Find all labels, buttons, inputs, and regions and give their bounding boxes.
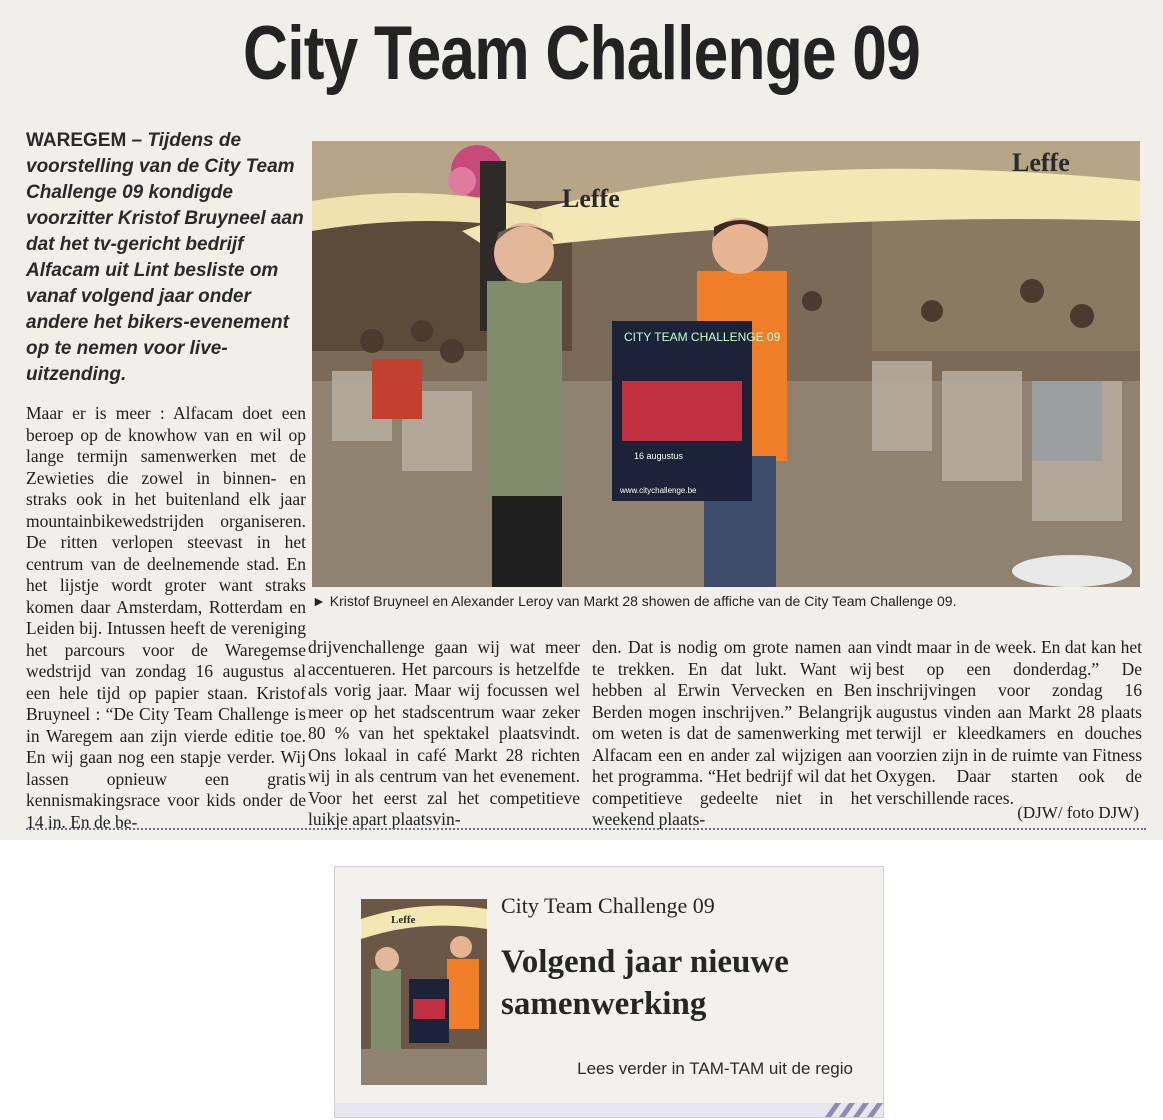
body-column-3: den. Dat is nodig om grote namen aan te trekken. En dat lukt. Want wij hebben al Erwin Vervecken en Ben Berden mogen inschrijven.” Belangrijk om weten is dat de samenwerking met Alfacam een en ander zal wijzigen aan het programma. “Het bedrijf wil dat het competitieve gedeelte niet in het weekend plaats- [592, 637, 872, 829]
leffe-sign-2: Leffe [1012, 148, 1070, 177]
poster-title: CITY TEAM CHALLENGE 09 [624, 330, 781, 344]
teaser-title: Volgend jaar nieuwe samenwerking [501, 944, 789, 1022]
dateline: WAREGEM – [26, 130, 143, 151]
article-photo [312, 141, 1140, 587]
photo-caption: ► Kristof Bruyneel en Alexander Leroy van Markt 28 showen de affiche van de City Team Challenge 09. [312, 593, 957, 609]
lead-text: Tijdens de voorstelling van de City Team Challenge 09 kondigde voorzitter Kristof Bruyneel aan dat het tv-gericht bedrijf Alfacam uit Lint besliste om vanaf volgend jaar onder andere het bikers-evenement op te nemen voor live-uitzending. [26, 130, 304, 385]
teaser-leffe-sign: Leffe [391, 914, 416, 926]
teaser-stripe-bar [335, 1097, 883, 1117]
teaser-box [334, 866, 884, 1118]
body-column-2: drijvenchallenge gaan wij wat meer accentueren. Het parcours is hetzelfde als vorig jaar. Maar wij focussen wel meer op het stadscentrum waar zeker 80 % van het spektakel plaatsvindt. Ons lokaal in café Markt 28 richten wij in als centrum van het evenement. Voor het eerst zal het competitieve luikje apart plaatsvin- [308, 637, 580, 829]
poster-url: www.citychallenge.be [620, 486, 697, 495]
poster-date: 16 augustus [634, 451, 684, 461]
bottom-rule [26, 828, 1146, 830]
teaser-kicker: City Team Challenge 09 [501, 893, 715, 918]
teaser-photo [361, 899, 487, 1085]
photo-credit: (DJW/ foto DJW) [1017, 803, 1139, 822]
terrace-photo [312, 141, 1140, 587]
teaser-thumbnail [361, 899, 487, 1085]
body-column-1: Maar er is meer : Alfacam doet een beroep op de knowhow van en wil op lange termijn samenwerken met de Zewieties die zowel in binnen- en straks ook in het buitenland elk jaar mountainbikewedstrijden organiseren. De ritten verlopen steevast in het centrum van de deelnemende stad. En het lijstje wordt groter want straks komen daar Amsterdam, Rotterdam en Leiden bij. Intussen heeft de vereniging het parcours voor de Waregemse wedstrijd van zondag 16 augustus al een hele tijd op papier staan. Kristof Bruyneel : “De City Team Challenge is in Waregem aan zijn vierde editie toe. En wij gaan nog een stapje verder. Wij lassen opnieuw een gratis kennismakingsrace voor kids onder de 14 in. En de be- [26, 403, 306, 832]
lead-paragraph [26, 128, 308, 388]
teaser-read-more: Lees verder in TAM-TAM uit de regio [577, 1059, 853, 1078]
leffe-sign-1: Leffe [562, 184, 620, 213]
body-column-4: vindt maar in de week. En dat kan het best op een donderdag.” De inschrijvingen voor zondag 16 augustus vinden aan Markt 28 plaats terwijl er kleedkamers en douches voorzien zijn in de ruimte van Fitness Oxygen. Daar starten ook de verschillende races. [876, 637, 1142, 808]
headline: City Team Challenge 09 [243, 11, 920, 96]
